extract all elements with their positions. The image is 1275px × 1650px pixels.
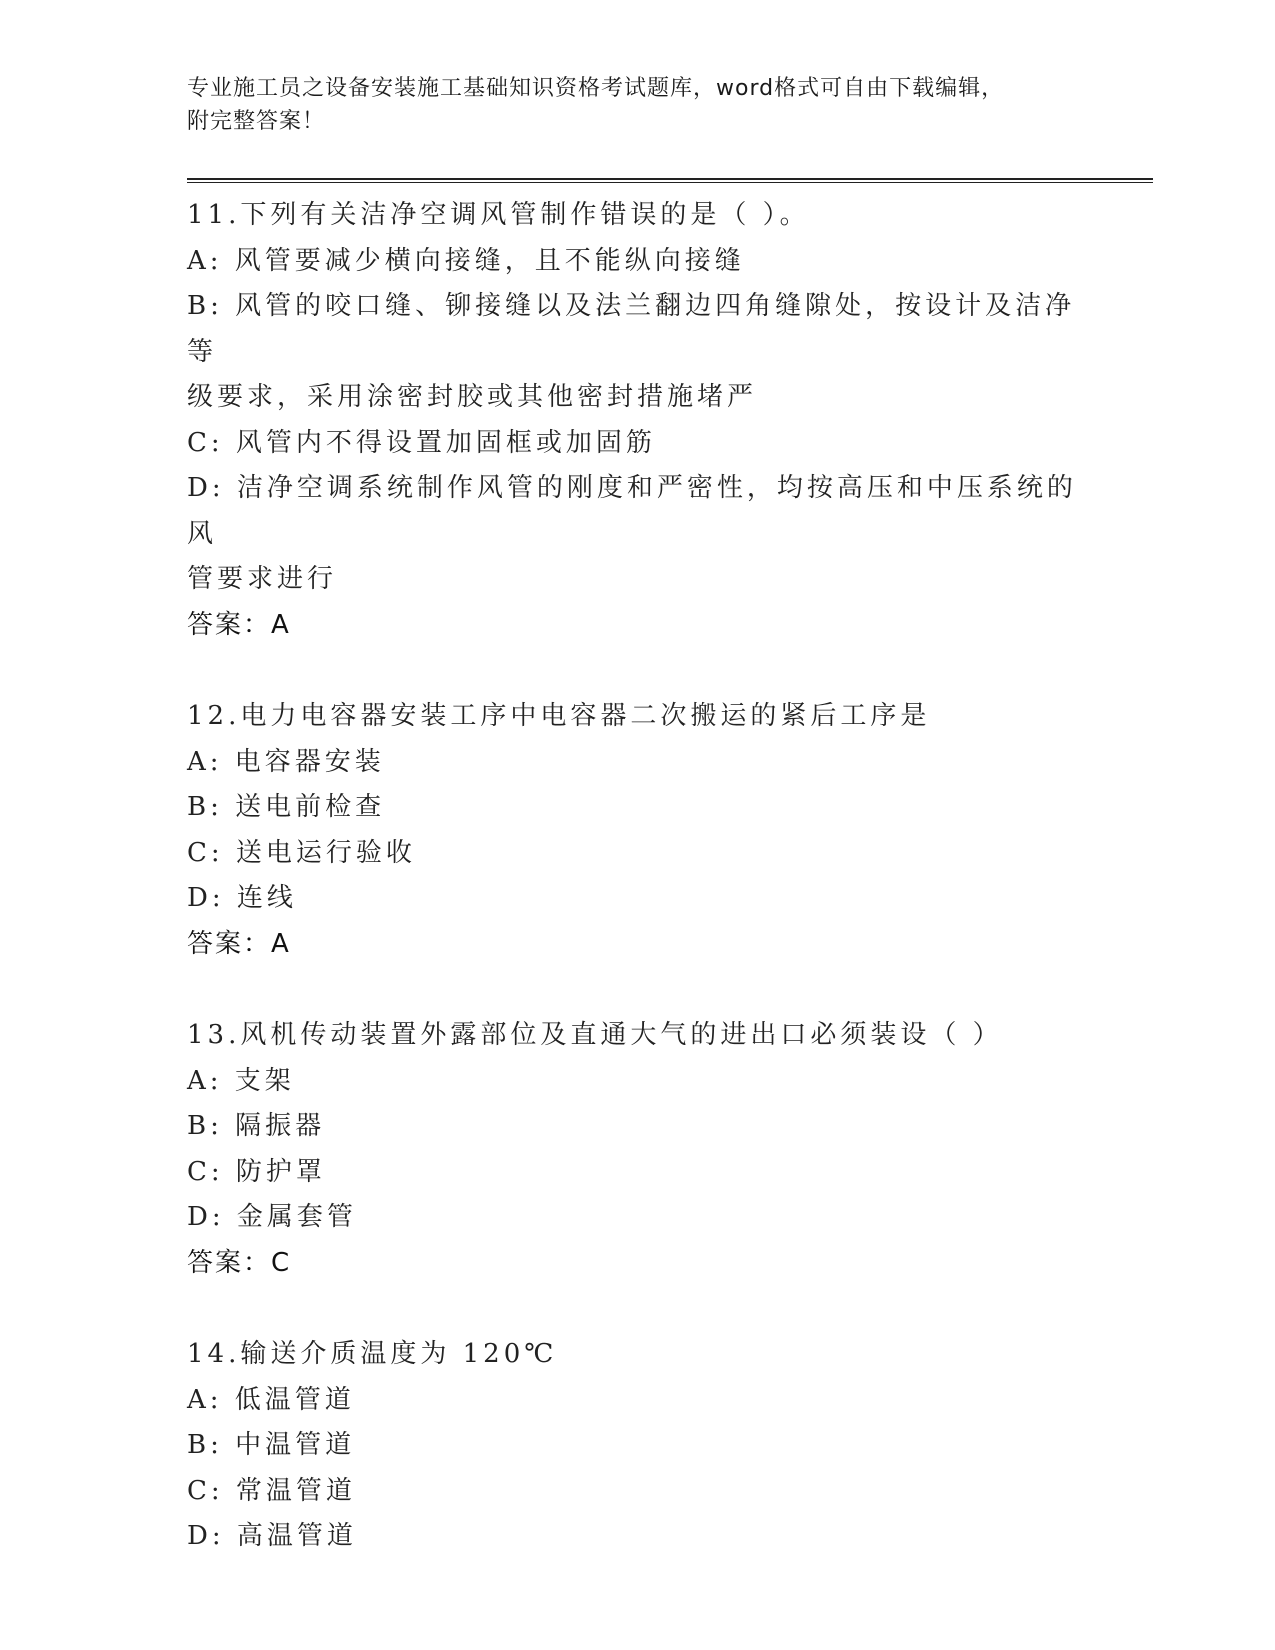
option-d-continued: 管要求进行 (187, 564, 338, 594)
option-a: A: 电容器安装 (187, 746, 385, 777)
header-line-2: 附完整答案！ (187, 109, 326, 134)
question-14 (187, 1332, 1087, 1560)
option-d: D: 高温管道 (187, 1521, 357, 1551)
option-a: A: 风管要减少横向接缝，且不能纵向接缝 (187, 245, 745, 276)
option-a: A: 低温管道 (187, 1384, 355, 1415)
option-b: B: 风管的咬口缝、铆接缝以及法兰翻边四角缝隙处，按设计及洁净等 (187, 291, 1076, 367)
question-11 (187, 193, 1087, 648)
option-b-continued: 级要求，采用涂密封胶或其他密封措施堵严 (187, 382, 758, 412)
option-d: D: 连线 (187, 883, 297, 913)
option-c: C: 风管内不得设置加固框或加固筋 (187, 427, 656, 458)
option-b: B: 隔振器 (187, 1111, 326, 1141)
question-stem: 11.下列有关洁净空调风管制作错误的是（ ）。 (187, 200, 810, 230)
answer: 答案：A (187, 609, 291, 640)
option-c: C: 送电运行验收 (187, 837, 416, 868)
question-stem: 14.输送介质温度为 120℃ (187, 1339, 558, 1369)
option-c: C: 常温管道 (187, 1475, 356, 1506)
header-line-1: 专业施工员之设备安装施工基础知识资格考试题库，word格式可自由下载编辑， (187, 76, 1005, 101)
option-c: C: 防护罩 (187, 1156, 326, 1187)
option-b: B: 送电前检查 (187, 792, 386, 822)
answer: 答案：C (187, 1247, 292, 1278)
answer: 答案：A (187, 928, 291, 959)
option-d: D: 金属套管 (187, 1202, 357, 1232)
question-13 (187, 1013, 1087, 1286)
header-divider (187, 178, 1153, 183)
question-stem: 12.电力电容器安装工序中电容器二次搬运的紧后工序是 (187, 701, 931, 731)
option-a: A: 支架 (187, 1065, 295, 1096)
option-b: B: 中温管道 (187, 1430, 356, 1460)
document-header (187, 72, 1067, 138)
question-list (187, 193, 1087, 1606)
option-d: D: 洁净空调系统制作风管的刚度和严密性，均按高压和中压系统的风 (187, 473, 1077, 549)
question-12 (187, 694, 1087, 967)
question-stem: 13.风机传动装置外露部位及直通大气的进出口必须装设（ ） (187, 1020, 1003, 1050)
